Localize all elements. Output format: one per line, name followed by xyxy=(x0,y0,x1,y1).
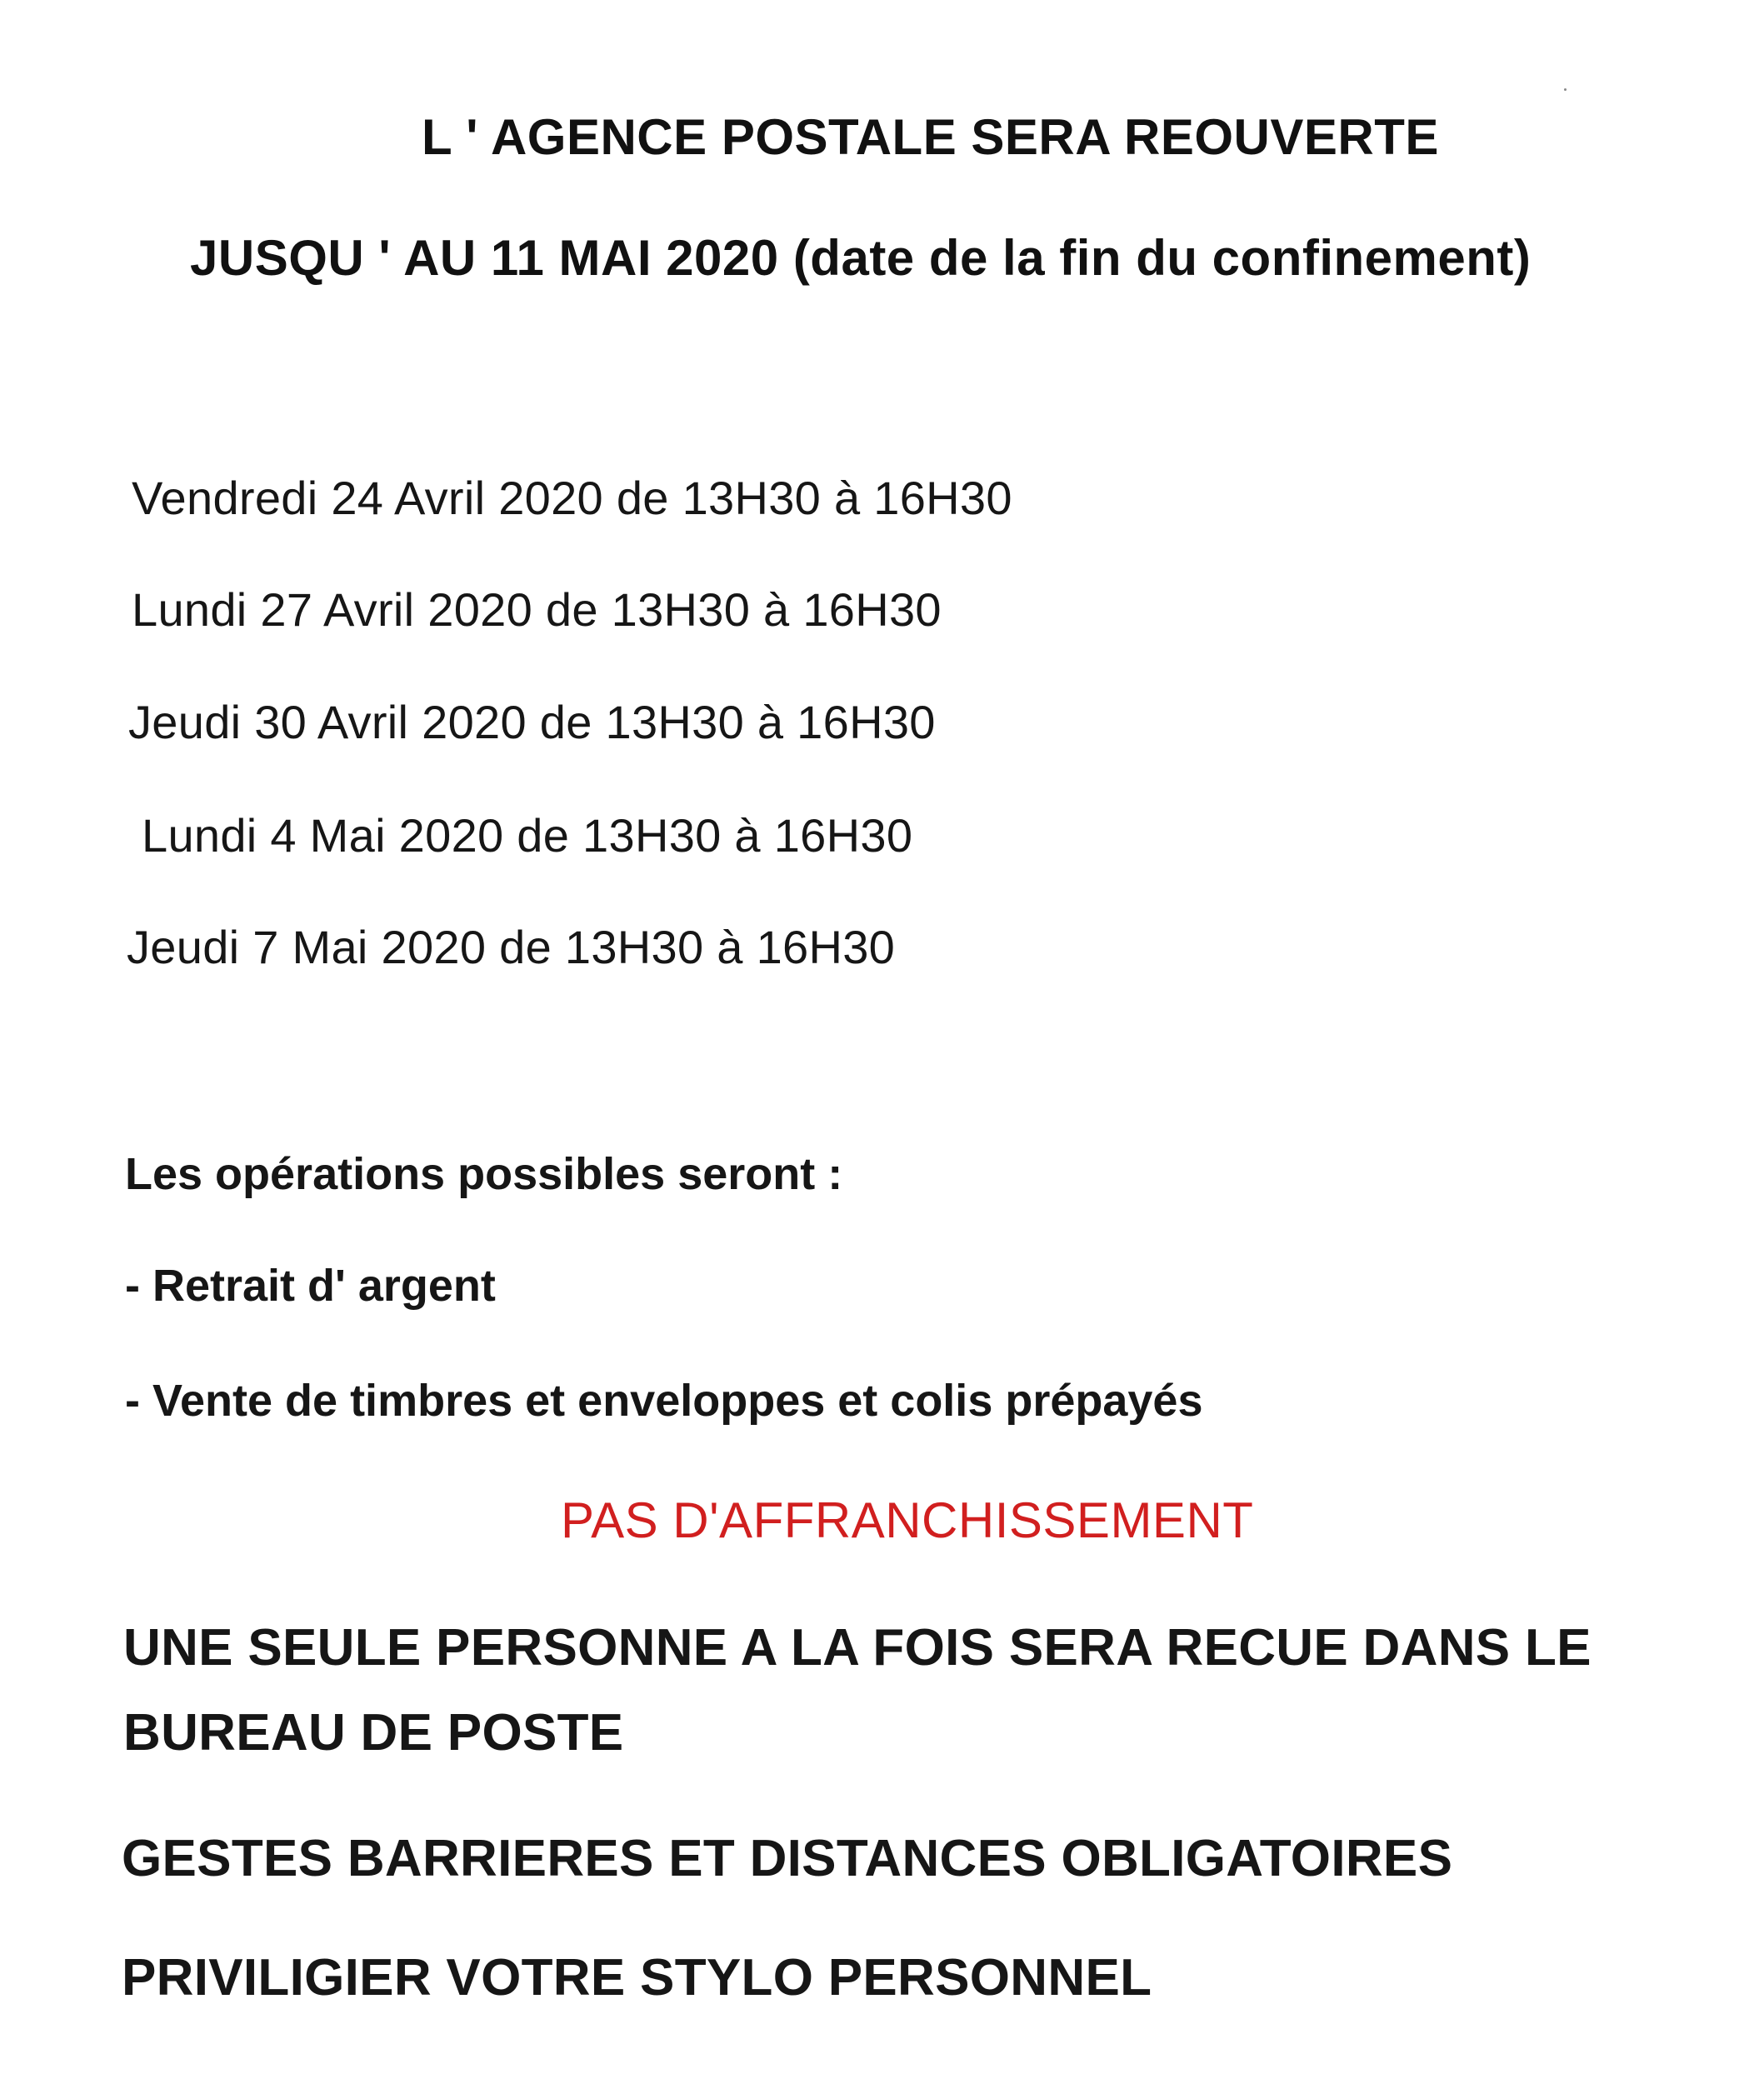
schedule-item: Lundi 4 Mai 2020 de 13H30 à 16H30 xyxy=(142,809,913,862)
operations-heading: Les opérations possibles seront : xyxy=(125,1149,843,1199)
operation-item: - Vente de timbres et enveloppes et colis prépayés xyxy=(125,1376,1203,1426)
schedule-item: Jeudi 7 Mai 2020 de 13H30 à 16H30 xyxy=(127,921,896,973)
one-person-notice-line-2: BUREAU DE POSTE xyxy=(123,1704,624,1762)
operation-item: - Retrait d' argent xyxy=(125,1261,496,1311)
schedule-item: Lundi 27 Avril 2020 de 13H30 à 16H30 xyxy=(132,583,942,636)
no-postage-warning: PAS D'AFFRANCHISSEMENT xyxy=(561,1492,1254,1548)
barrier-gestures-notice: GESTES BARRIERES ET DISTANCES OBLIGATOIRES xyxy=(122,1830,1453,1887)
one-person-notice-line-1: UNE SEULE PERSONNE A LA FOIS SERA RECUE DANS LE xyxy=(123,1619,1592,1677)
title-line-2: JUSQU ' AU 11 MAI 2020 (date de la fin du confinement) xyxy=(190,230,1532,286)
scan-speck xyxy=(1564,88,1567,91)
schedule-item: Vendredi 24 Avril 2020 de 13H30 à 16H30 xyxy=(132,472,1012,524)
personal-pen-notice: PRIVILIGIER VOTRE STYLO PERSONNEL xyxy=(122,1949,1152,2007)
schedule-item: Jeudi 30 Avril 2020 de 13H30 à 16H30 xyxy=(128,696,936,748)
title-line-1: L ' AGENCE POSTALE SERA REOUVERTE xyxy=(422,109,1439,165)
